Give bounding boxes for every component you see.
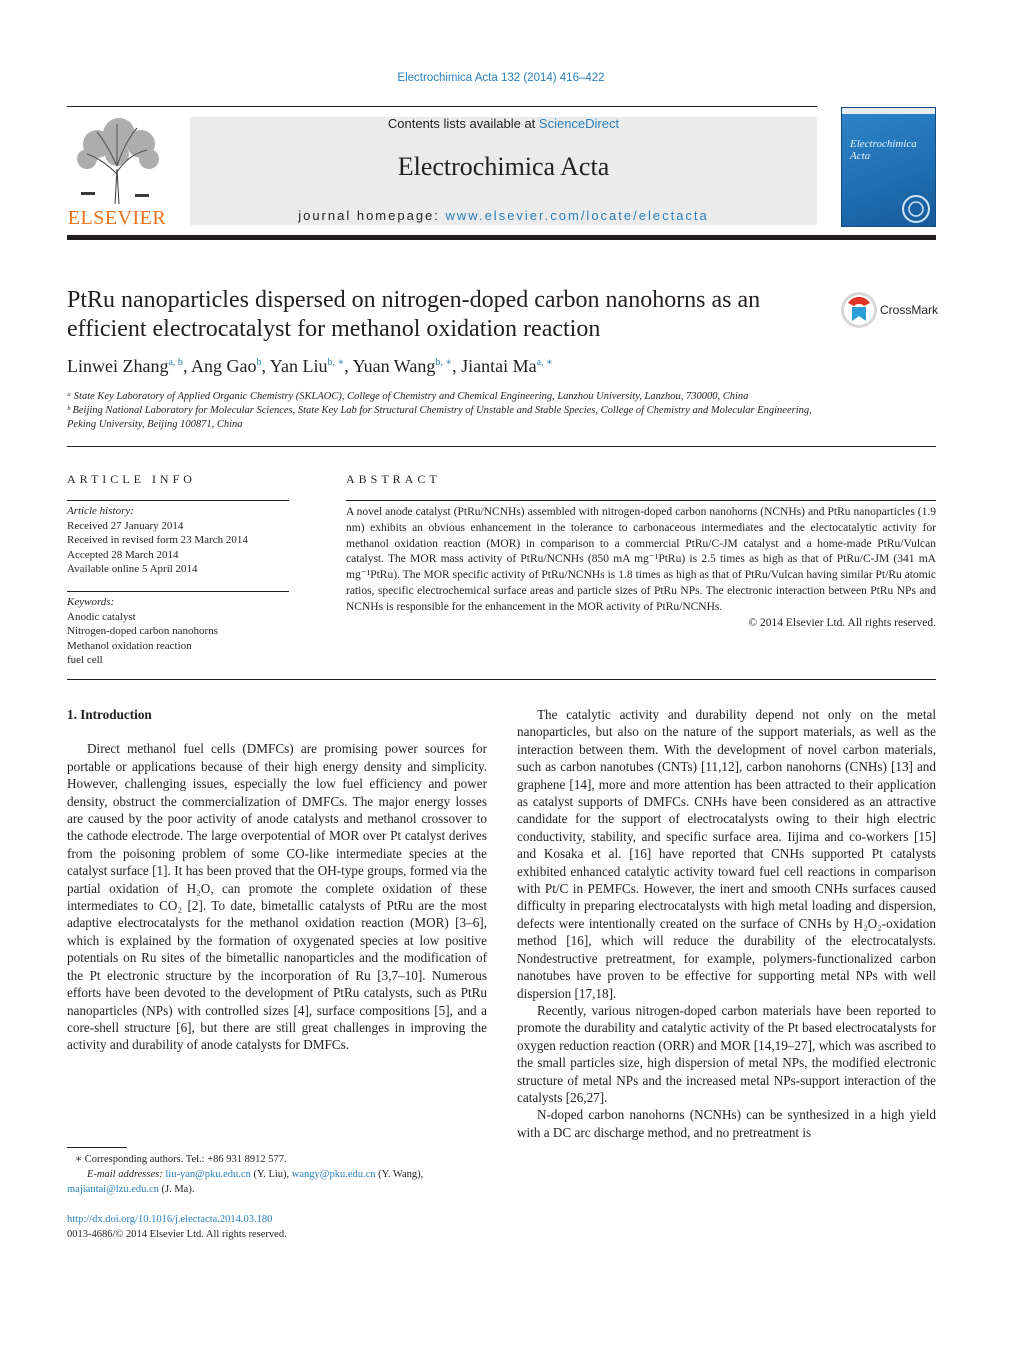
section-divider — [67, 446, 936, 447]
article-info-rule — [67, 500, 289, 501]
email-link[interactable]: wangy@pku.edu.cn — [291, 1169, 376, 1180]
author-affiliation-marker[interactable]: b — [256, 357, 262, 368]
history-item: Accepted 28 March 2014 — [67, 548, 179, 561]
elsevier-logo[interactable] — [67, 114, 167, 230]
keywords-block — [67, 595, 289, 668]
doi-block — [67, 1212, 487, 1242]
author-affiliation-marker[interactable]: a, ∗ — [536, 357, 553, 368]
abstract-copyright: © 2014 Elsevier Ltd. All rights reserved. — [748, 616, 936, 629]
history-item: Available online 5 April 2014 — [67, 563, 198, 575]
history-label: Article history: — [67, 505, 134, 517]
author-affiliation-marker[interactable]: b, ∗ — [435, 357, 453, 368]
email-link[interactable]: majiantai@lzu.edu.cn — [67, 1184, 159, 1195]
email-owner: (Y. Liu), — [250, 1169, 292, 1180]
author-name[interactable]: Jiantai Ma — [461, 356, 537, 376]
cover-top-band — [842, 108, 935, 114]
elsevier-tree-icon — [67, 114, 167, 206]
contents-prefix: Contents lists available at — [387, 116, 539, 131]
ise-logo-icon — [899, 194, 933, 224]
keywords-label: Keywords: — [67, 596, 115, 608]
keywords-rule — [67, 591, 289, 592]
keyword-item: Anodic catalyst — [67, 610, 136, 623]
affiliation-b: ᵇ Beijing National Laboratory for Molecular Sciences, State Key Lab for Structural Chemistry of Unstable and Stable Species, College of Chemistry and Molecular Engineering, Peking University, Beijing 100871, China — [67, 405, 812, 430]
journal-cover-thumbnail[interactable] — [841, 107, 936, 227]
homepage-link[interactable]: www.elsevier.com/locate/electacta — [445, 208, 709, 223]
section-divider — [67, 679, 936, 680]
abstract-text: A novel anode catalyst (PtRu/NCNHs) assembled with nitrogen-doped carbon nanohorns (NCNHs) and PtRu nanoparticles (1.9 nm) exhibits an obvious enhancement in the tolerance to carbonaceous intermediates and the electocatalytic activity for methanol oxidation reaction (MOR) in comparison to a commercial PtRu/C-JM catalyst and a home-made PtRu/Vulcan catalyst. The MOR mass activity of PtRu/NCNHs (850 mA mg⁻¹PtRu) is 2.5 times as high as that of PtRu/C-JM (341 mA mg⁻¹PtRu). The MOR specific activity of PtRu/NCNHs is 1.8 times as high as that of PtRu/Vulcan having similar Pt/Ru atomic ratios, specific electrochemical surface areas and particle sizes of PtRu NPs. The electronic interaction between PtRu NPs and NCNHs is responsible for the enhancement in the MOR activity of PtRu/NCNHs. — [346, 506, 936, 613]
cover-title: Electrochimica Acta — [850, 138, 917, 162]
abstract-heading: ABSTRACT — [346, 472, 441, 486]
body-paragraph: Direct methanol fuel cells (DMFCs) are promising power sources for portable or applications because of their high energy density and simplicity. However, challenging issues, especially the low fuel efficiency and power density, obstruct the commercialization of DMFCs. The major energy losses are caused by the poor activity of anode catalysts and methanol crossover to the cathode electrode. The large overpotential of MOR over Pt catalyst derives from the poisoning problem of some CO-like intermediate species at the catalyst surface [1]. It has been proved that the OH-type groups, formed via the partial oxidation of H₂O, can promote the complete oxidation of these intermediates to CO₂ [2]. To date, bimetallic catalysts of PtRu are the most adaptive electrocatalysts for the methanol oxidation reaction (MOR) [3–6], which is explained by the formation of oxygenated species at low positive potentials on Ru sites of the bimetallic nanoparticles and the modification of the Pt electronic structure by the incorporation of Ru [3,7–10]. Numerous efforts have been devoted to the development of PtRu catalysts, such as PtRu nanoparticles (NPs) with controlled sizes [4], surface compositions [5], and a core-shell structure [6], but there are still great challenges in improving the activity and durability of anode catalysts for DMFCs. — [67, 741, 487, 1053]
history-item: Received in revised form 23 March 2014 — [67, 534, 248, 546]
email-addresses-cont — [67, 1182, 487, 1197]
issn-line: 0013-4686/© 2014 Elsevier Ltd. All rights reserved. — [67, 1229, 287, 1240]
keyword-item: Methanol oxidation reaction — [67, 639, 192, 652]
article-info-heading: ARTICLE INFO — [67, 472, 196, 486]
author-affiliation-marker[interactable]: a, b — [168, 357, 183, 368]
journal-title: Electrochimica Acta — [397, 152, 610, 181]
crossmark-label: CrossMark — [880, 303, 939, 317]
email-label: E-mail addresses: — [87, 1169, 163, 1180]
journal-reference-link[interactable]: Electrochimica Acta 132 (2014) 416–422 — [397, 72, 605, 84]
keyword-item: fuel cell — [67, 654, 103, 666]
sciencedirect-link[interactable]: ScienceDirect — [538, 116, 620, 131]
body-paragraph: N-doped carbon nanohorns (NCNHs) can be synthesized in a high yield with a DC arc discharge method, and no pretreatment is — [517, 1107, 936, 1140]
corresponding-author-note: ∗ Corresponding authors. Tel.: +86 931 8912 577. — [75, 1154, 287, 1165]
footnote-rule — [67, 1147, 127, 1148]
author-affiliation-marker[interactable]: b, ∗ — [327, 357, 345, 368]
contents-availability — [190, 116, 817, 131]
email-addresses — [67, 1167, 487, 1182]
homepage-prefix: journal homepage: — [298, 208, 446, 223]
introduction-heading: 1. Introduction — [67, 707, 152, 722]
abstract-body — [346, 505, 936, 631]
body-column-right — [517, 706, 936, 1141]
body-paragraph: Recently, various nitrogen-doped carbon materials have been reported to promote the durability and catalytic activity of the Pt based electrocatalysts for oxygen reduction reaction (ORR) and MOR [14,19–27], which was ascribed to the small particles size, high dispersion of metal NPs, the modified electronic structure of metal NPs and the increased metal NPs-support interaction of the catalysts [26,27]. — [517, 1002, 936, 1105]
body-column-left — [67, 706, 487, 1054]
author-name[interactable]: Yuan Wang — [352, 356, 436, 376]
email-owner: (Y. Wang), — [375, 1169, 424, 1180]
footnotes — [67, 1152, 487, 1197]
author-list: Linwei Zhang$^{a, b}$, Ang Gao$^b$, Yan Liu$^{b, ∗}$, Yuan Wang$^{b, ∗}$, Jiantai $Ma^{a, ∗}$ — [67, 356, 553, 376]
elsevier-wordmark: ELSEVIER — [67, 207, 167, 229]
author-name[interactable]: Yan Liu — [269, 356, 328, 376]
email-owner: (J. Ma). — [158, 1184, 195, 1195]
article-history — [67, 504, 289, 577]
crossmark-badge[interactable] — [840, 291, 940, 331]
header-bottom-rule — [67, 235, 936, 240]
paper-title: PtRu nanoparticles dispersed on nitrogen-doped carbon nanohorns as an efficient electrocatalyst for methanol oxidation reaction — [67, 287, 761, 342]
author-name[interactable]: Linwei Zhang — [67, 356, 169, 376]
journal-homepage — [190, 208, 817, 223]
doi-link[interactable]: http://dx.doi.org/10.1016/j.electacta.2014.03.180 — [67, 1214, 273, 1225]
author-name[interactable]: Ang Gao — [190, 356, 257, 376]
crossmark-icon — [840, 291, 878, 329]
header-top-rule — [67, 106, 817, 107]
email-link[interactable]: liu-yan@pku.edu.cn — [165, 1169, 251, 1180]
abstract-rule — [346, 500, 936, 501]
body-paragraph: The catalytic activity and durability depend not only on the metal nanoparticles, but also on the nature of the support materials, as well as the interaction between them. With the development of novel carbon materials, such as carbon nanotubes (CNTs) [11,12], carbon nanohorns (CNHs) [13] and graphene [14], more and more attention has been attracted to their application as catalyst supports of DMFCs. CNHs have been considered as an attractive candidate for the support of electrocatalysts owing to their high electric conductivity, stability, and specific surface area. Iijima and co-workers [15] and Kosaka et al. [16] have reported that CNHs supported Pt catalysts exhibited enhanced catalytic activity toward fuel cell reactions in comparison with Pt/C in PEMFCs. However, the inert and smooth CNHs surfaces caused difficulty in preparing electrocatalysts with high metal loading and dispersion, defects were intentionally created on the surface of CNHs by H₂O₂-oxidation method [16], which will reduce the durability of the electrocatalysts. Nondestructive pretreatment, for example, polymers-functionalized carbon nanotubes have proven to be effective for supporting metal NPs with well dispersion [17,18]. — [517, 707, 936, 1001]
history-item: Received 27 January 2014 — [67, 519, 184, 532]
keyword-item: Nitrogen-doped carbon nanohorns — [67, 625, 218, 637]
affiliation-a: ᵃ State Key Laboratory of Applied Organic Chemistry (SKLAOC), College of Chemistry and Chemical Engineering, Lanzhou University, Lanzhou, 730000, China — [67, 391, 749, 402]
